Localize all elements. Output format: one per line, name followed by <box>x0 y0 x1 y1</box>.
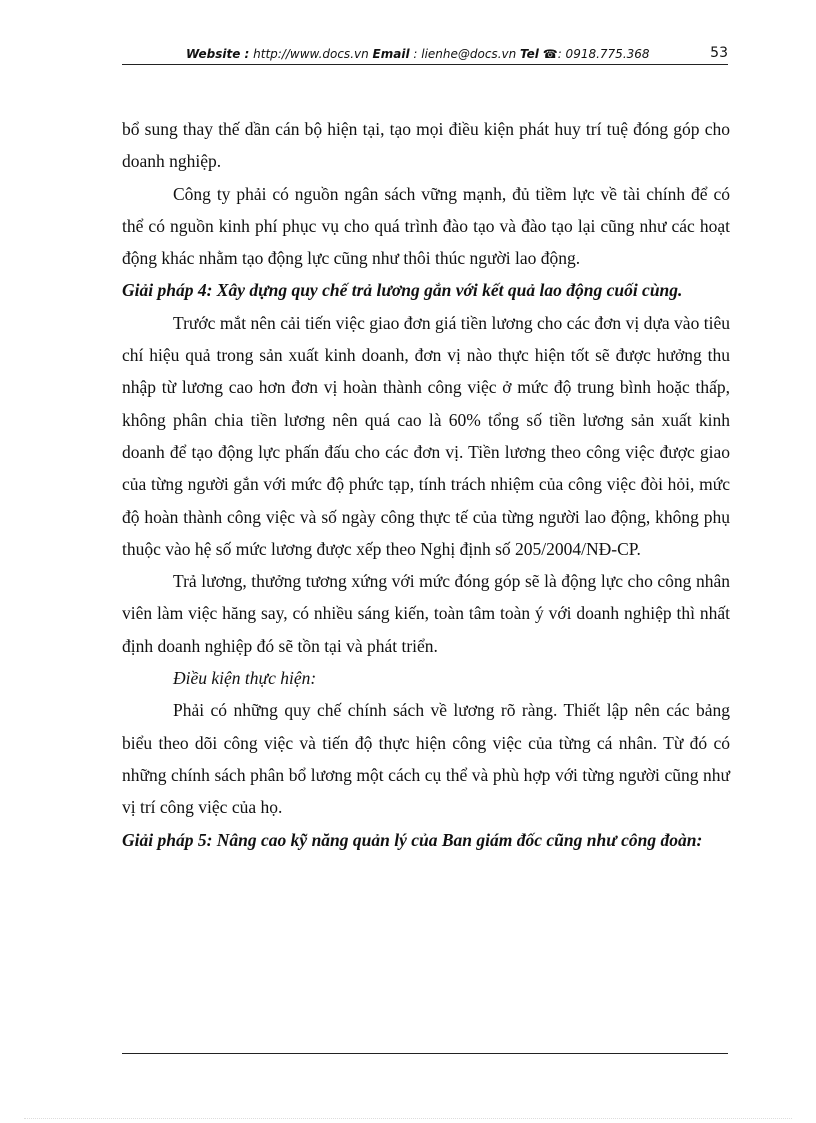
paragraph-4: Trả lương, thưởng tương xứng với mức đóng góp sẽ là động lực cho công nhân viên làm việc hăng say, có nhiều sáng kiến, toàn tâm toàn ý với doanh nghiệp thì nhất định doanh nghiệp đó sẽ tồn tại và phát triển. <box>122 571 730 656</box>
condition-label: Điều kiện thực hiện: <box>173 668 317 689</box>
website-label: Website : <box>186 47 250 61</box>
header-rule <box>122 64 728 65</box>
page-edge <box>24 1118 792 1119</box>
email-address: : lienhe@docs.vn <box>409 47 521 61</box>
paragraph-1: bổ sung thay thế dần cán bộ hiện tại, tạo mọi điều kiện phát huy trí tuệ đóng góp cho doanh nghiệp. <box>122 119 730 172</box>
header-contact <box>186 47 650 61</box>
page-number: 53 <box>710 45 728 61</box>
footer-rule <box>122 1053 728 1054</box>
section-heading-4: Giải pháp 4: Xây dựng quy chế trả lương gắn với kết quả lao động cuối cùng. <box>122 280 683 301</box>
phone-icon: ☎ <box>542 47 558 61</box>
page-header <box>122 46 728 66</box>
section-heading-5: Giải pháp 5: Nâng cao kỹ năng quản lý của Ban giám đốc cũng như công đoàn: <box>122 829 703 850</box>
email-label: Email <box>372 47 410 61</box>
paragraph-3: Trước mắt nên cải tiến việc giao đơn giá tiền lương cho các đơn vị dựa vào tiêu chí hiệu quả trong sản xuất kinh doanh, đơn vị nào thực hiện tốt sẽ được hưởng thu nhập từ lương cao hơn đơn vị hoàn thành công việc ở mức độ trung bình hoặc thấp, không phân chia tiền lương nên quá cao là 60% tổng số tiền lương sản xuất kinh doanh để tạo động lực phấn đấu cho các đơn vị. Tiền lương theo công việc được giao của từng người gắn với mức độ phức tạp, tính trách nhiệm của công việc đòi hỏi, mức độ hoàn thành công việc và số ngày công thực tế của từng người lao động, không phụ thuộc vào hệ số mức lương được xếp theo Nghị định số 205/2004/NĐ-CP. <box>122 312 730 559</box>
paragraph-5: Phải có những quy chế chính sách về lương rõ ràng. Thiết lập nên các bảng biểu theo dõi công việc và tiến độ thực hiện công việc của từng cá nhân. Từ đó có những chính sách phân bổ lương một cách cụ thể và phù hợp với từng người cũng như vị trí công việc của họ. <box>122 700 730 818</box>
tel-label: Tel <box>520 47 539 61</box>
paragraph-2: Công ty phải có nguồn ngân sách vững mạnh, đủ tiềm lực về tài chính để có thể có nguồn kinh phí phục vụ cho quá trình đào tạo và đào tạo lại cũng như các hoạt động khác nhằm tạo động lực cũng như thôi thúc người lao động. <box>122 183 730 269</box>
website-url: http://www.docs.vn <box>249 47 373 61</box>
tel-number: : 0918.775.368 <box>557 47 650 61</box>
document-body <box>122 113 730 856</box>
